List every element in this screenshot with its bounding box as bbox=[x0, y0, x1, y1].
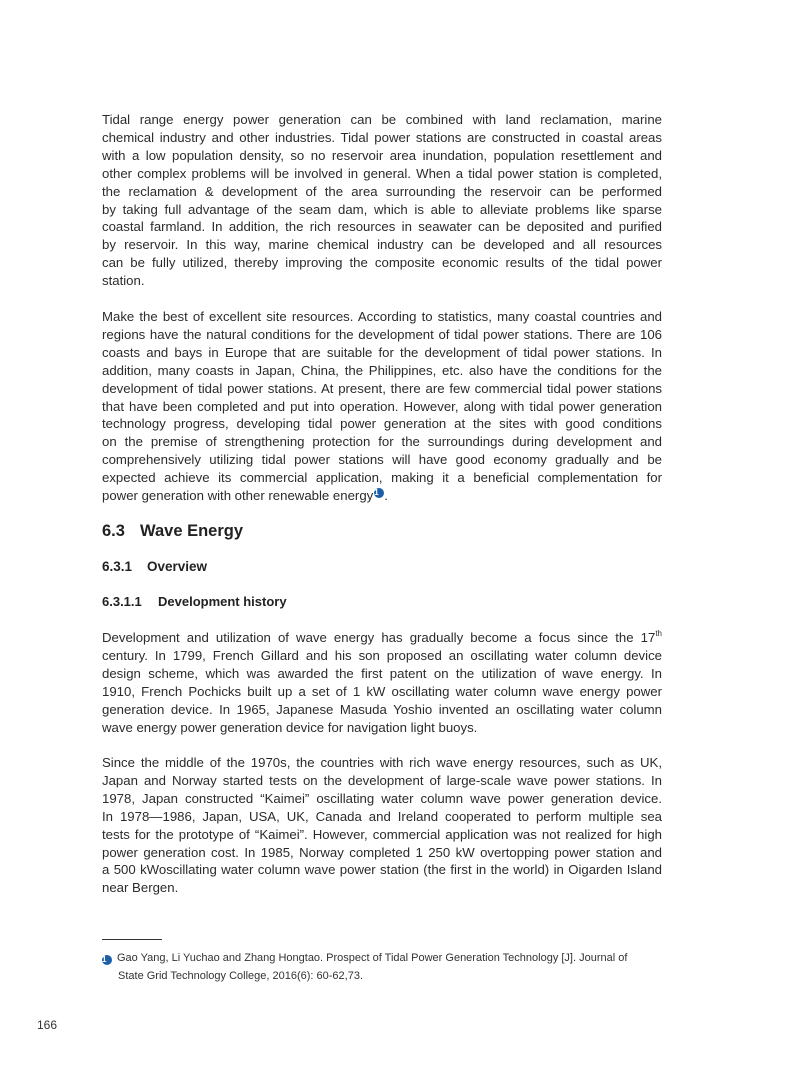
text-line: regions have the natural conditions for the development of tidal power stations. There are 106 bbox=[102, 326, 662, 342]
text-line: coasts and bays in Europe that are suitable for the development of tidal power stations. In bbox=[102, 344, 662, 360]
text-line: by taking full advantage of the seam dam, which is able to alleviate problems like sparse bbox=[102, 201, 662, 217]
text-line: other complex problems will be involved in general. When a tidal power station is completed, bbox=[102, 165, 662, 181]
text-line: coastal farmland. In addition, the rich resources in seawater can be deposited and purified bbox=[102, 219, 662, 235]
heading-title: Overview bbox=[147, 559, 208, 574]
text-line: Japan and Norway started tests on the development of large-scale wave power stations. In bbox=[102, 772, 662, 788]
text-line: In 1978—1986, Japan, USA, UK, Canada and Ireland cooperated to perform multiple sea bbox=[102, 808, 662, 824]
page-number: 166 bbox=[37, 1018, 58, 1032]
text-line: design scheme, which was awarded the first patent on the utilization of wave energy. In bbox=[102, 665, 662, 681]
footnote-marker-icon: 1 bbox=[102, 955, 112, 965]
text-line: on the premise of strengthening protection for the surroundings during development and bbox=[102, 434, 662, 450]
text-line: near Bergen. bbox=[102, 880, 179, 896]
subsubsection-heading-6-3-1-1 bbox=[102, 594, 287, 609]
text-line: by reservoir. In this way, marine chemical industry can be developed and all resources bbox=[102, 237, 662, 253]
text-line: comprehensively utilizing tidal power stations will have good economy gradually and be bbox=[102, 452, 662, 468]
superscript: th bbox=[655, 629, 662, 638]
paragraph-wave-history bbox=[102, 629, 662, 736]
sentence-end: . bbox=[384, 488, 388, 504]
text-line: the reclamation & development of the area surrounding the reservoir can be performed bbox=[102, 183, 662, 199]
paragraph-tidal-combination bbox=[102, 111, 662, 290]
text-line: wave energy power generation device for navigation light buoys. bbox=[102, 719, 478, 735]
text-line-content: Development and utilization of wave energy has gradually become a focus since the 17 bbox=[102, 630, 656, 645]
text-line: Since the middle of the 1970s, the countries with rich wave energy resources, such as UK, bbox=[102, 755, 662, 770]
text-line: that have been completed and put into operation. However, along with tidal power generation bbox=[102, 398, 662, 414]
text-line: generation device. In 1965, Japanese Masuda Yoshio invented an oscillating water column bbox=[102, 701, 662, 717]
text-line: station. bbox=[102, 273, 145, 289]
footnote-divider bbox=[102, 939, 162, 940]
paragraph-1970s-development bbox=[102, 754, 662, 897]
heading-number: 6.3.1 bbox=[102, 559, 133, 574]
footnote-ref-marker[interactable]: 1 bbox=[374, 488, 384, 498]
heading-number: 6.3 bbox=[102, 522, 125, 540]
text-line bbox=[102, 949, 662, 967]
subsection-heading-6-3-1 bbox=[102, 559, 207, 574]
footnote bbox=[102, 949, 662, 985]
text-line: Make the best of excellent site resources. According to statistics, many coastal countries and bbox=[102, 309, 662, 324]
text-line: chemical industry and other industries. Tidal power stations are constructed in coastal areas bbox=[102, 129, 662, 145]
text-line-content: power generation with other renewable energy bbox=[102, 488, 374, 504]
text-line: 1978, Japan constructed “Kaimei” oscillating water column wave power generation device. bbox=[102, 790, 662, 806]
text-line: addition, many coasts in Japan, China, the Philippines, etc. also have the conditions for the bbox=[102, 362, 662, 378]
text-line bbox=[102, 487, 662, 505]
text-line: can be fully utilized, thereby improving the composite economic results of the tidal power bbox=[102, 255, 662, 271]
text-line: State Grid Technology College, 2016(6): 60-62,73. bbox=[118, 970, 364, 982]
text-line: a 500 kWoscillating water column wave power station (the first in the world) in Oigarden Island bbox=[102, 862, 662, 878]
text-line: technology progress, developing tidal power generation at the sites with good conditions bbox=[102, 416, 662, 432]
text-line: power generation cost. In 1985, Norway completed 1 250 kW overtopping power station and bbox=[102, 844, 662, 860]
text-line-content: Gao Yang, Li Yuchao and Zhang Hongtao. Prospect of Tidal Power Generation Technology [J]. Journal of bbox=[117, 952, 628, 964]
paragraph-site-resources bbox=[102, 308, 662, 505]
text-line bbox=[102, 629, 662, 647]
text-line: with a low population density, so no reservoir area inundation, population resettlement and bbox=[102, 147, 662, 163]
heading-number: 6.3.1.1 bbox=[102, 594, 142, 609]
text-line: tests for the prototype of “Kaimei”. However, commercial application was not realized for high bbox=[102, 826, 662, 842]
text-line: development of tidal power stations. At present, there are few commercial tidal power stations bbox=[102, 380, 662, 396]
text-line: Tidal range energy power generation can be combined with land reclamation, marine bbox=[102, 112, 662, 127]
heading-title: Development history bbox=[158, 594, 287, 609]
heading-title: Wave Energy bbox=[140, 522, 244, 540]
text-line: expected achieve its commercial application, making it a beneficial complementation for bbox=[102, 470, 662, 486]
text-line: 1910, French Pochicks built up a set of 1 kW oscillating water column wave energy power bbox=[102, 683, 662, 699]
section-heading-6-3 bbox=[102, 522, 243, 541]
text-line: century. In 1799, French Gillard and his son proposed an oscillating water column device bbox=[102, 647, 662, 663]
